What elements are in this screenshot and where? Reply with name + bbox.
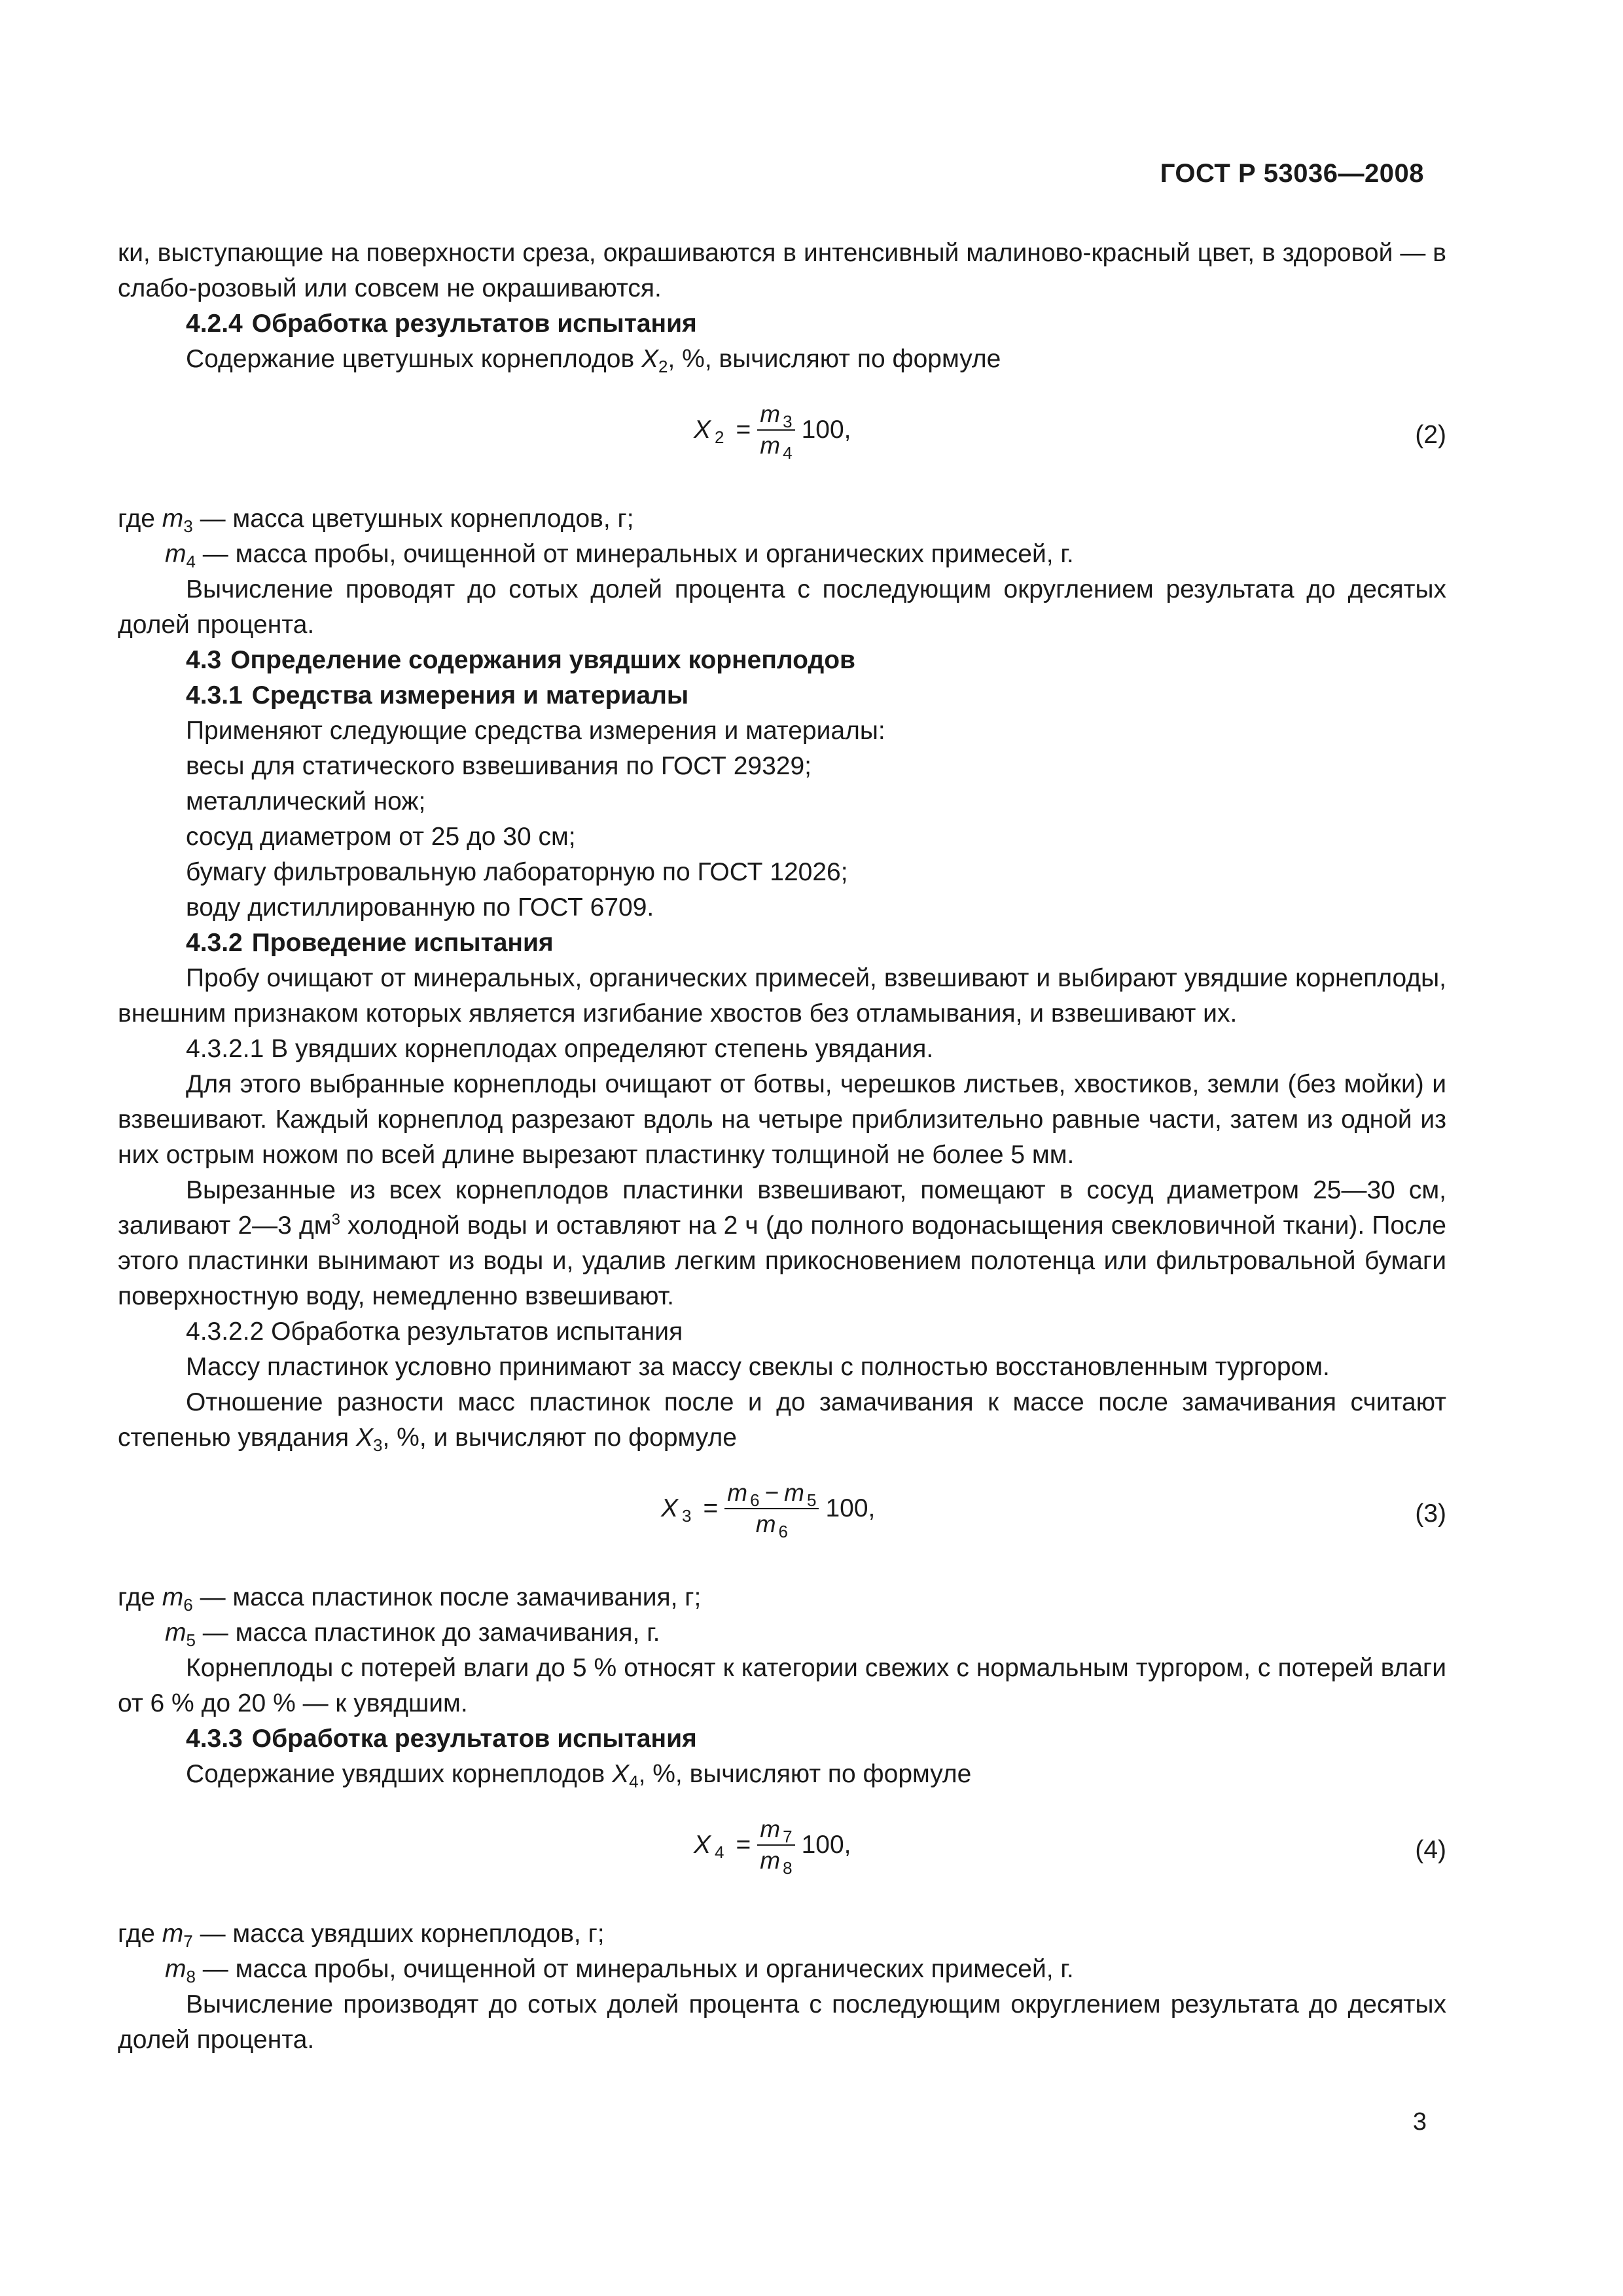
- lead-text: Содержание цветушных корнеплодов: [186, 345, 642, 373]
- section-number: 4.3.3: [186, 1725, 243, 1753]
- formula-tail: 100,: [801, 1831, 851, 1859]
- variable: X: [356, 1424, 374, 1452]
- equals-sign: =: [703, 1494, 719, 1522]
- section-title: Определение содержания увядших корнеплодов: [230, 646, 856, 674]
- where-prefix: где: [118, 1920, 162, 1948]
- section-4-3-3-heading: [118, 1721, 1446, 1757]
- where-line-2: [118, 537, 1446, 572]
- numerator: [757, 399, 794, 429]
- formula-lhs: [694, 412, 724, 448]
- list-item: металлический нож;: [186, 787, 426, 816]
- den-var: m: [760, 432, 781, 459]
- list-item: сосуд диаметром от 25 до 30 см;: [186, 823, 576, 851]
- num-var: m: [727, 1479, 748, 1506]
- fraction: [757, 399, 794, 461]
- den-var: m: [755, 1511, 776, 1537]
- denominator: [757, 431, 794, 461]
- text: холодной воды и оставляют на 2 ч (до полного водонасыщения свекловичной ткани). После этого пластинки вынимают из воды и, удалив легким прикосновением полотенца или фильтровальной бумаги поверхностную воду, немедленно взвешивают.: [118, 1211, 1446, 1310]
- section-number: 4.3: [186, 646, 222, 674]
- formula-2: [118, 381, 1446, 497]
- num-sub: 7: [783, 1827, 793, 1846]
- calc-note: Вычисление производят до сотых долей процента с последующим округлением результата до десятых долей процента.: [118, 1990, 1446, 2054]
- variable: m: [162, 1920, 184, 1948]
- num-var: m: [760, 401, 781, 427]
- den-sub: 8: [783, 1858, 793, 1878]
- numerator: [757, 1814, 794, 1844]
- where-text: — масса пластинок до замачивания, г.: [195, 1619, 660, 1647]
- variable: m: [162, 1583, 184, 1611]
- equals-sign: =: [736, 1831, 751, 1859]
- superscript: 3: [331, 1211, 340, 1229]
- section-title: Обработка результатов испытания: [251, 310, 697, 338]
- subscript: 7: [183, 1931, 193, 1951]
- subscript: 3: [373, 1435, 383, 1455]
- paragraph: [118, 1385, 1446, 1456]
- section-number: 4.2.4: [186, 310, 243, 338]
- standard-id-header: ГОСТ Р 53036—2008: [1160, 159, 1424, 188]
- lead-text: , %, вычисляют по формуле: [668, 345, 1001, 373]
- section-4-3-1-heading: [118, 678, 1446, 713]
- lhs-sub: 3: [682, 1506, 692, 1526]
- equation-number: (3): [1415, 1499, 1446, 1528]
- formula-lead-text: [118, 342, 1446, 377]
- text: Отношение разности масс пластинок после и до замачивания к массе после замачивания считают степенью увядания: [118, 1388, 1446, 1452]
- list-lead: Применяют следующие средства измерения и материалы:: [186, 717, 885, 745]
- where-line-2: [118, 1615, 1446, 1651]
- where-line-1: [118, 501, 1446, 537]
- subscript: 4: [186, 552, 196, 571]
- den-sub: 4: [783, 443, 793, 463]
- lhs-sub: 4: [715, 1842, 724, 1862]
- variable: X: [641, 345, 659, 373]
- clause-4-3-2-2: 4.3.2.2 Обработка результатов испытания: [186, 1318, 683, 1346]
- num-var: m: [784, 1479, 804, 1506]
- equals-sign: =: [736, 416, 751, 444]
- page-number: 3: [1412, 2108, 1427, 2136]
- lhs-var: X: [694, 416, 711, 444]
- where-line-1: [118, 1916, 1446, 1952]
- variable: m: [165, 1955, 187, 1983]
- document-body: [118, 236, 1446, 2058]
- calc-note: Вычисление проводят до сотых долей процента с последующим округлением результата до десятых долей процента.: [118, 575, 1446, 639]
- formula-expression: [694, 1814, 851, 1876]
- num-var: m: [760, 1816, 781, 1842]
- lhs-var: X: [694, 1831, 711, 1859]
- num-sub: 3: [783, 412, 793, 431]
- variable: m: [162, 505, 184, 533]
- section-title: Средства измерения и материалы: [251, 681, 689, 709]
- where-text: — масса увядших корнеплодов, г;: [192, 1920, 605, 1948]
- section-4-3-2-heading: [118, 925, 1446, 961]
- numerator: [724, 1478, 819, 1508]
- list-item: весы для статического взвешивания по ГОСТ 29329;: [186, 752, 812, 780]
- variable: m: [165, 1619, 187, 1647]
- paragraph: Корнеплоды с потерей влаги до 5 % относят к категории свежих с нормальным тургором, с потерей влаги от 6 % до 20 % — к увядшим.: [118, 1654, 1446, 1717]
- formula-lhs: [694, 1827, 724, 1863]
- subscript: 3: [183, 516, 193, 536]
- paragraph: Для этого выбранные корнеплоды очищают от ботвы, черешков листьев, хвостиков, земли (без мойки) и взвешивают. Каждый корнеплод разрезают вдоль на четыре приблизительно равные части, затем из одной из них острым ножом по всей длине вырезают пластинку толщиной не более 5 мм.: [118, 1070, 1446, 1169]
- list-item: воду дистиллированную по ГОСТ 6709.: [186, 893, 654, 922]
- num-sub: 6: [750, 1490, 760, 1510]
- where-prefix: где: [118, 505, 162, 533]
- where-text: — масса пластинок после замачивания, г;: [192, 1583, 702, 1611]
- subscript: 6: [183, 1595, 193, 1615]
- where-line-1: [118, 1580, 1446, 1615]
- formula-tail: 100,: [825, 1494, 876, 1522]
- text: Вырезанные из всех корнеплодов пластинки взвешивают, помещают в сосуд диаметром 25—30 см, заливают 2—3 дм: [118, 1176, 1446, 1240]
- subscript: 2: [658, 357, 668, 376]
- fraction: [757, 1814, 794, 1876]
- equation-number: (4): [1415, 1836, 1446, 1864]
- variable: m: [165, 540, 187, 568]
- formula-4: [118, 1796, 1446, 1912]
- clause-4-3-2-1: 4.3.2.1 В увядших корнеплодах определяют степень увядания.: [186, 1035, 934, 1063]
- intro-paragraph: ки, выступающие на поверхности среза, окрашиваются в интенсивный малиново-красный цвет, в здоровой — в слабо-розовый или совсем не окрашиваются.: [118, 239, 1446, 302]
- text: , %, и вычисляют по формуле: [382, 1424, 737, 1452]
- list-item: бумагу фильтровальную лабораторную по ГОСТ 12026;: [186, 858, 848, 886]
- subscript: 4: [629, 1772, 639, 1791]
- paragraph: Массу пластинок условно принимают за массу свеклы с полностью восстановленным тургором.: [186, 1353, 1330, 1381]
- paragraph: Пробу очищают от минеральных, органических примесей, взвешивают и выбирают увядшие корнеплоды, внешним признаком которых является изгибание хвостов без отламывания, и взвешивают их.: [118, 964, 1446, 1028]
- section-title: Проведение испытания: [251, 929, 554, 957]
- section-number: 4.3.2: [186, 929, 243, 957]
- denominator: [753, 1509, 791, 1539]
- subscript: 5: [186, 1630, 196, 1650]
- den-sub: 6: [778, 1522, 789, 1541]
- num-sub: 5: [807, 1490, 817, 1510]
- section-number: 4.3.1: [186, 681, 243, 709]
- formula-lead-text: [118, 1757, 1446, 1792]
- section-4-3-heading: [118, 643, 1446, 678]
- formula-expression: [694, 399, 851, 461]
- where-text: — масса цветушных корнеплодов, г;: [192, 505, 634, 533]
- formula-expression: [661, 1478, 875, 1539]
- lhs-sub: 2: [715, 427, 724, 447]
- formula-lhs: [661, 1491, 691, 1526]
- subscript: 8: [186, 1967, 196, 1986]
- where-prefix: где: [118, 1583, 162, 1611]
- lead-text: , %, вычисляют по формуле: [638, 1760, 972, 1788]
- equation-number: (2): [1415, 421, 1446, 449]
- lead-text: Содержание увядших корнеплодов: [186, 1760, 613, 1788]
- minus-sign: −: [764, 1479, 779, 1506]
- formula-tail: 100,: [801, 416, 851, 444]
- formula-3: [118, 1460, 1446, 1576]
- variable: X: [612, 1760, 630, 1788]
- where-text: — масса пробы, очищенной от минеральных и органических примесей, г.: [195, 1955, 1074, 1983]
- paragraph: [118, 1173, 1446, 1314]
- materials-list: [118, 713, 1446, 925]
- section-title: Обработка результатов испытания: [251, 1725, 697, 1753]
- lhs-var: X: [661, 1494, 679, 1522]
- denominator: [757, 1846, 794, 1876]
- where-text: — масса пробы, очищенной от минеральных и органических примесей, г.: [195, 540, 1074, 568]
- fraction: [724, 1478, 819, 1539]
- where-line-2: [118, 1952, 1446, 1987]
- section-4-2-4-heading: [118, 306, 1446, 342]
- den-var: m: [760, 1847, 781, 1874]
